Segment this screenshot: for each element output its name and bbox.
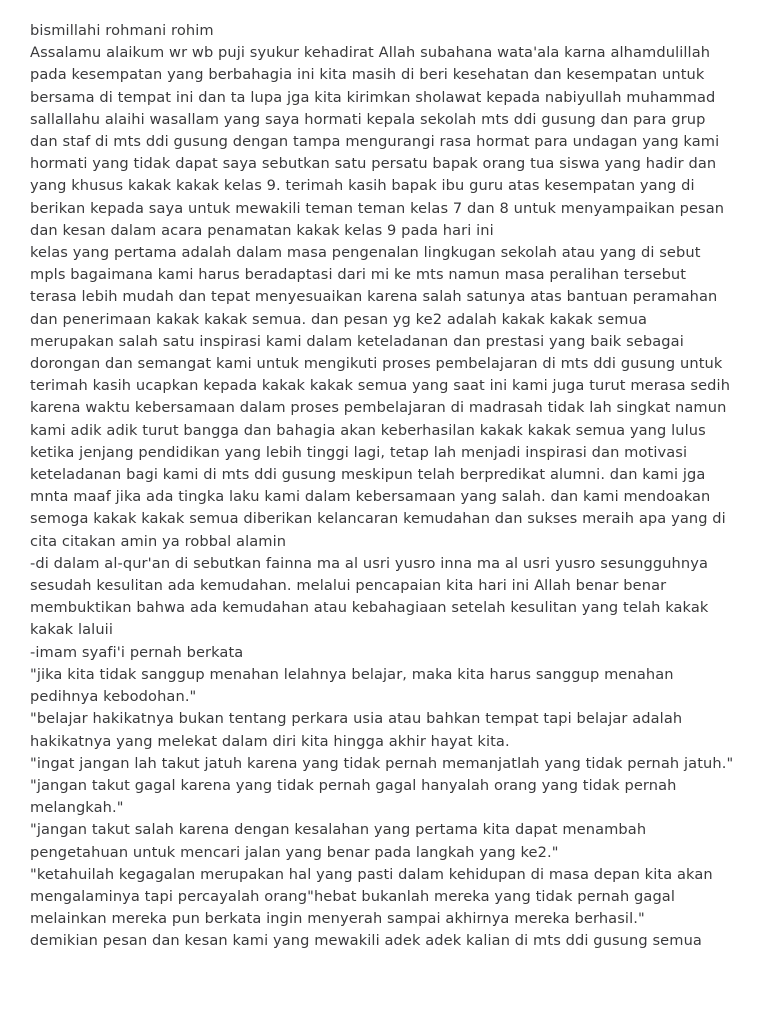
text-line: melangkah." xyxy=(30,799,124,817)
text-line: kakak laluii xyxy=(30,621,113,639)
text-line: "belajar hakikatnya bukan tentang perkara usia atau bahkan tempat tapi belajar adalah xyxy=(30,710,683,728)
text-line: terimah kasih ucapkan kepada kakak kakak semua yang saat ini kami juga turut merasa sedih xyxy=(30,377,731,395)
text-line: kami adik adik turut bangga dan bahagia akan keberhasilan kakak kakak semua yang lulus xyxy=(30,421,706,439)
text-line: "jangan takut gagal karena yang tidak pernah gagal hanyalah orang yang tidak pernah xyxy=(30,776,677,794)
text-line: berikan kepada saya untuk mewakili teman teman kelas 7 dan 8 untuk menyampaikan pesan xyxy=(30,199,725,217)
document-body xyxy=(30,20,760,953)
text-line: ketika jenjang pendidikan yang lebih tinggi lagi, tetap lah menjadi inspirasi dan motivasi xyxy=(30,443,688,461)
text-line: dorongan dan semangat kami untuk mengikuti proses pembelajaran di mts ddi gusung untuk xyxy=(30,355,723,373)
text-line: mpls bagaimana kami harus beradaptasi dari mi ke mts namun masa peralihan tersebut xyxy=(30,266,687,284)
text-line: dan staf di mts ddi gusung dengan tampa mengurangi rasa hormat para undagan yang kami xyxy=(30,133,720,151)
text-line: -imam syafi'i pernah berkata xyxy=(30,643,244,661)
text-line: melainkan mereka pun berkata ingin menyerah sampai akhirnya mereka berhasil." xyxy=(30,910,645,928)
text-line: pengetahuan untuk mencari jalan yang benar pada langkah yang ke2." xyxy=(30,843,559,861)
text-line: "ketahuilah kegagalan merupakan hal yang pasti dalam kehidupan di masa depan kita akan xyxy=(30,865,713,883)
text-line: "jika kita tidak sanggup menahan lelahnya belajar, maka kita harus sanggup menahan xyxy=(30,665,674,683)
text-line: hakikatnya yang melekat dalam diri kita hingga akhir hayat kita. xyxy=(30,732,510,750)
text-line: membuktikan bahwa ada kemudahan atau kebahagiaan setelah kesulitan yang telah kakak xyxy=(30,599,709,617)
text-line: -di dalam al-qur'an di sebutkan fainna ma al usri yusro inna ma al usri yusro sesungguhnya xyxy=(30,554,709,572)
text-line: cita citakan amin ya robbal alamin xyxy=(30,532,287,550)
text-line: bersama di tempat ini dan ta lupa jga kita kirimkan sholawat kepada nabiyullah muhammad xyxy=(30,88,716,106)
text-line: demikian pesan dan kesan kami yang mewakili adek adek kalian di mts ddi gusung semua xyxy=(30,932,702,950)
text-line: pada kesempatan yang berbahagia ini kita masih di beri kesehatan dan kesempatan untuk xyxy=(30,66,705,84)
text-line: terasa lebih mudah dan tepat menyesuaikan karena salah satunya atas bantuan peramahan xyxy=(30,288,718,306)
text-line: dan penerimaan kakak kakak semua. dan pesan yg ke2 adalah kakak kakak semua xyxy=(30,310,648,328)
text-line: bismillahi rohmani rohim xyxy=(30,22,214,39)
text-line: mnta maaf jika ada tingka laku kami dalam kebersamaan yang salah. dan kami mendoakan xyxy=(30,488,711,506)
text-line: sesudah kesulitan ada kemudahan. melalui pencapaian kita hari ini Allah benar benar xyxy=(30,577,667,595)
text-line: pedihnya kebodohan." xyxy=(30,688,197,706)
text-line: "ingat jangan lah takut jatuh karena yang tidak pernah memanjatlah yang tidak pernah jatuh." xyxy=(30,754,734,772)
text-line: karena waktu kebersamaan dalam proses pembelajaran di madrasah tidak lah singkat namun xyxy=(30,399,727,417)
text-line: semoga kakak kakak semua diberikan kelancaran kemudahan dan sukses meraih apa yang di xyxy=(30,510,726,528)
text-line: merupakan salah satu inspirasi kami dalam keteladanan dan prestasi yang baik sebagai xyxy=(30,332,684,350)
text-line: dan kesan dalam acara penamatan kakak kelas 9 pada hari ini xyxy=(30,221,494,239)
text-line: keteladanan bagi kami di mts ddi gusung meskipun telah berpredikat alumni. dan kami jga xyxy=(30,466,706,484)
text-line: Assalamu alaikum wr wb puji syukur kehadirat Allah subahana wata'ala karna alhamdulillah xyxy=(30,44,711,62)
text-line: mengalaminya tapi percayalah orang"hebat bukanlah mereka yang tidak pernah gagal xyxy=(30,887,676,905)
text-line: yang khusus kakak kakak kelas 9. terimah kasih bapak ibu guru atas kesempatan yang di xyxy=(30,177,695,195)
text-line: sallallahu alaihi wasallam yang saya hormati kepala sekolah mts ddi gusung dan para grup xyxy=(30,110,706,128)
text-line: kelas yang pertama adalah dalam masa pengenalan lingkugan sekolah atau yang di sebut xyxy=(30,244,701,262)
text-line: "jangan takut salah karena dengan kesalahan yang pertama kita dapat menambah xyxy=(30,821,647,839)
text-line: hormati yang tidak dapat saya sebutkan satu persatu bapak orang tua siswa yang hadir dan xyxy=(30,155,717,173)
